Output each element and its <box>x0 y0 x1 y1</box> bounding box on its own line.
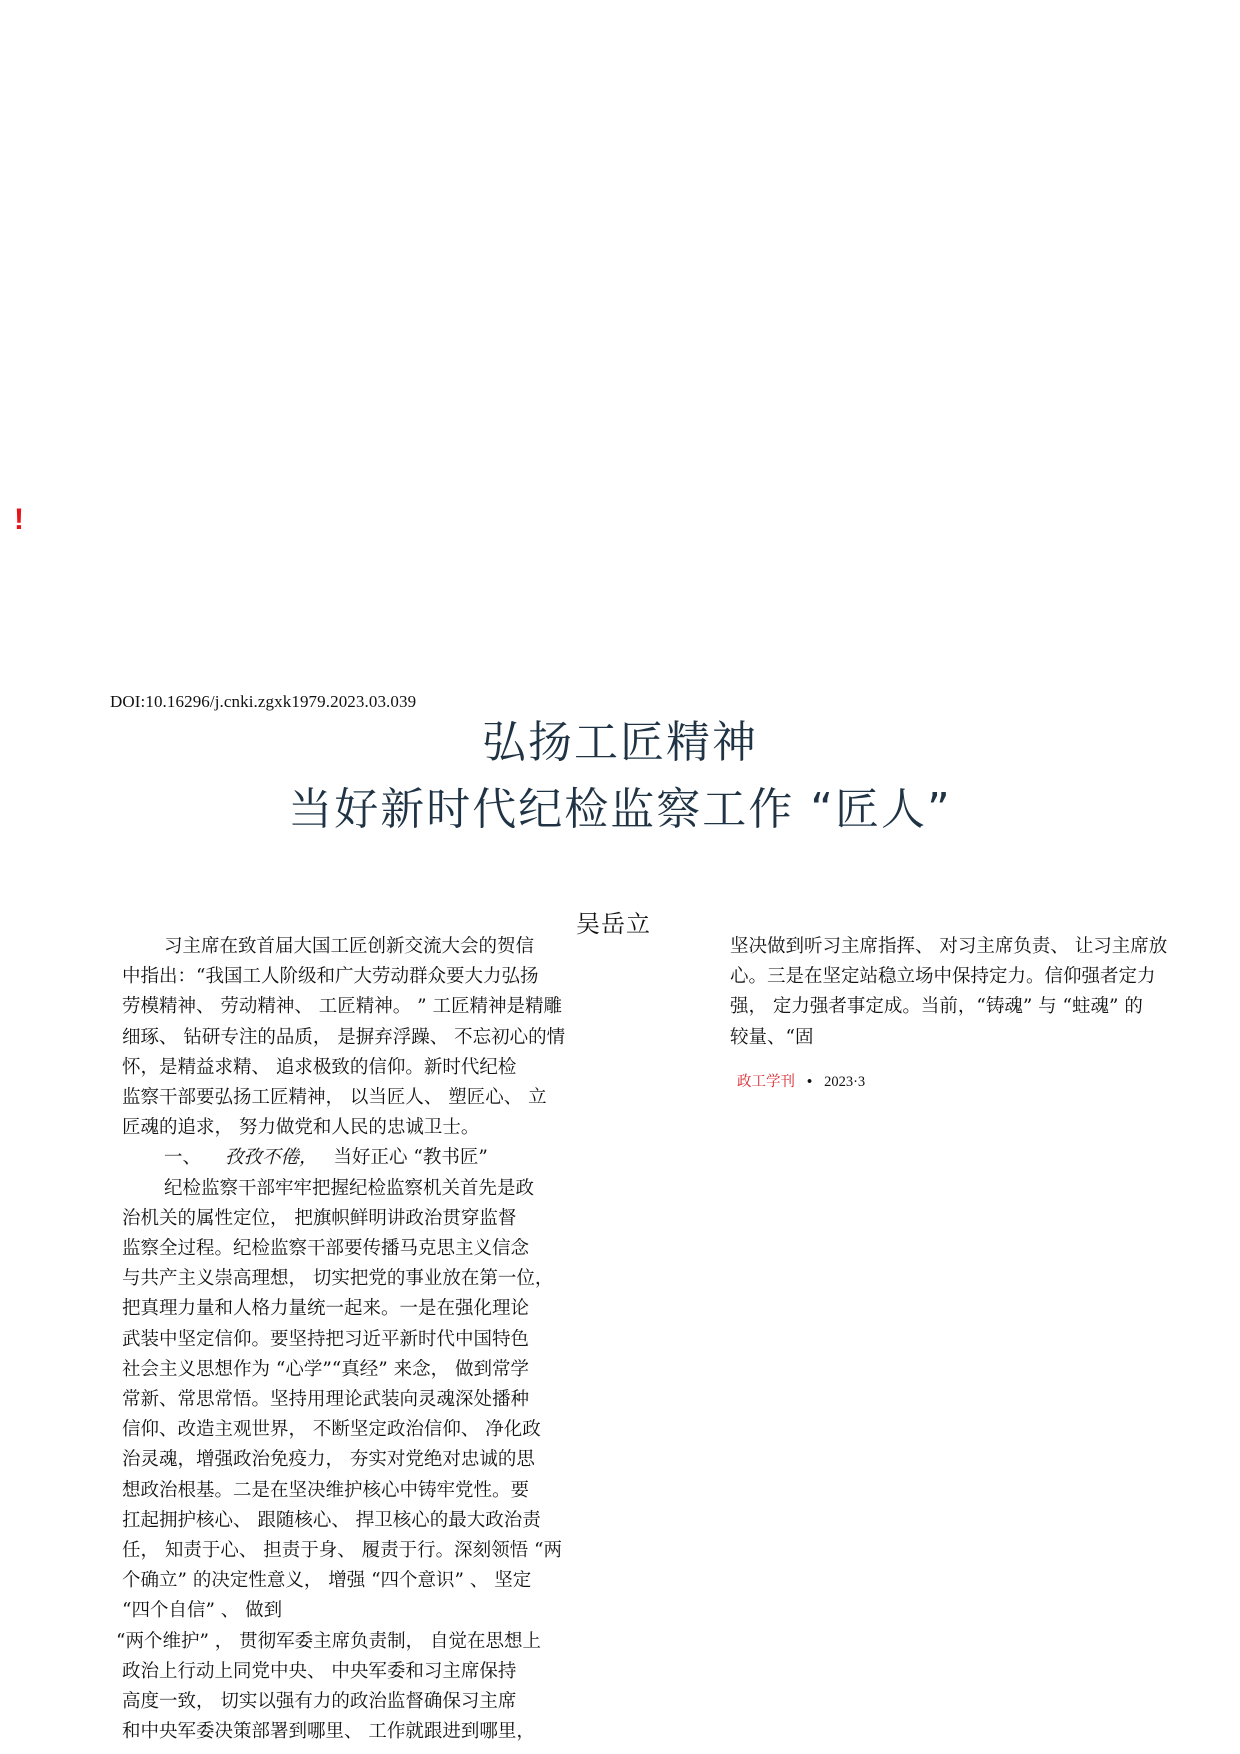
paragraph-line: “四个自信” 、 做到 <box>122 1600 283 1622</box>
section-heading <box>122 1143 608 1173</box>
journal-name: 政工学刊 <box>737 1074 795 1090</box>
author-name: 吴岳立 <box>576 910 651 938</box>
paragraph-line: “两个维护” ， 贯彻军委主席负责制， 自觉在思想上 <box>116 1630 542 1652</box>
paragraph-line: 治灵魂，增强政治免疫力， 夯实对党绝对忠诚的思 <box>122 1449 535 1471</box>
right-column <box>730 932 1230 1053</box>
paragraph-line: 坚决做到听习主席指挥、 对习主席负责、 让习主席放 <box>730 936 1168 957</box>
article-title-line-2: 当好新时代纪检监察工作 “匠人” <box>288 784 952 835</box>
paragraph-line: 细琢、 钻研专注的品质， 是摒弃浮躁、 不忘初心的情 <box>122 1026 566 1048</box>
left-column <box>116 932 608 1747</box>
section-heading-text: 当好正心 “教书匠” <box>333 1147 488 1169</box>
paragraph-line: 扛起拥护核心、 跟随核心、 捍卫核心的最大政治责 <box>122 1509 541 1531</box>
paragraph-line: 信仰、改造主观世界， 不断坚定政治信仰、 净化政 <box>122 1419 541 1441</box>
paragraph-line: 个确立” 的决定性意义， 增强 “四个意识” 、 坚定 <box>122 1570 532 1592</box>
paragraph-line: 与共产主义崇高理想， 切实把党的事业放在第一位， <box>122 1268 554 1290</box>
issue-number: 2023·3 <box>824 1074 866 1090</box>
doi-line: DOI:10.16296/j.cnki.zgxk1979.2023.03.039 <box>110 692 417 711</box>
section-heading-italic: 孜孜不倦， <box>225 1147 318 1169</box>
paragraph-line: 和中央军委决策部署到哪里、 工作就跟进到哪里， <box>122 1721 535 1743</box>
paragraph-line: 匠魂的追求， 努力做党和人民的忠诚卫士。 <box>122 1117 480 1139</box>
red-exclamation-mark: ! <box>14 503 24 536</box>
page-footer <box>737 1070 865 1091</box>
paragraph-line: 监察干部要弘扬工匠精神， 以当匠人、 塑匠心、 立 <box>122 1087 547 1109</box>
paragraph-line: 中指出：“我国工人阶级和广大劳动群众要大力弘扬 <box>122 966 539 988</box>
paragraph-line: 监察全过程。纪检监察干部要传播马克思主义信念 <box>122 1238 530 1260</box>
paragraph-line: 强， 定力强者事定成。当前，“铸魂” 与 “蛀魂” 的 <box>730 996 1143 1018</box>
paragraph-line: 政治上行动上同党中央、 中央军委和习主席保持 <box>122 1660 517 1682</box>
paragraph-line: 纪检监察干部牢牢把握纪检监察机关首先是政 <box>164 1177 535 1199</box>
paragraph-line: 心。三是在坚定站稳立场中保持定力。信仰强者定力 <box>730 966 1156 988</box>
paragraph-line: 劳模精神、 劳动精神、 工匠精神。 ” 工匠精神是精雕 <box>122 996 562 1018</box>
section-heading-number: 一、 <box>164 1147 202 1169</box>
paragraph-line: 习主席在致首届大国工匠创新交流大会的贺信 <box>164 936 535 957</box>
paragraph-line: 任， 知责于心、 担责于身、 履责于行。深刻领悟 “两 <box>122 1540 562 1562</box>
article-title-line-1: 弘扬工匠精神 <box>482 717 758 768</box>
paragraph-line: 武装中坚定信仰。要坚持把习近平新时代中国特色 <box>122 1328 530 1350</box>
paragraph-line: 较量、“固 <box>730 1026 814 1048</box>
paragraph-line: 治机关的属性定位， 把旗帜鲜明讲政治贯穿监督 <box>122 1207 517 1229</box>
paragraph-line: 社会主义思想作为 “心学”“真经” 来念， 做到常学 <box>122 1358 529 1380</box>
paragraph-line: 怀，是精益求精、 追求极致的信仰。新时代纪检 <box>122 1056 517 1078</box>
paragraph-line: 把真理力量和人格力量统一起来。一是在强化理论 <box>122 1298 530 1320</box>
paragraph-line: 想政治根基。二是在坚决维护核心中铸牢党性。要 <box>122 1479 530 1501</box>
paragraph-line: 常新、常思常悟。坚持用理论武装向灵魂深处播种 <box>122 1389 530 1411</box>
paragraph-line: 高度一致， 切实以强有力的政治监督确保习主席 <box>122 1691 517 1713</box>
footer-separator-dot: • <box>807 1074 813 1090</box>
